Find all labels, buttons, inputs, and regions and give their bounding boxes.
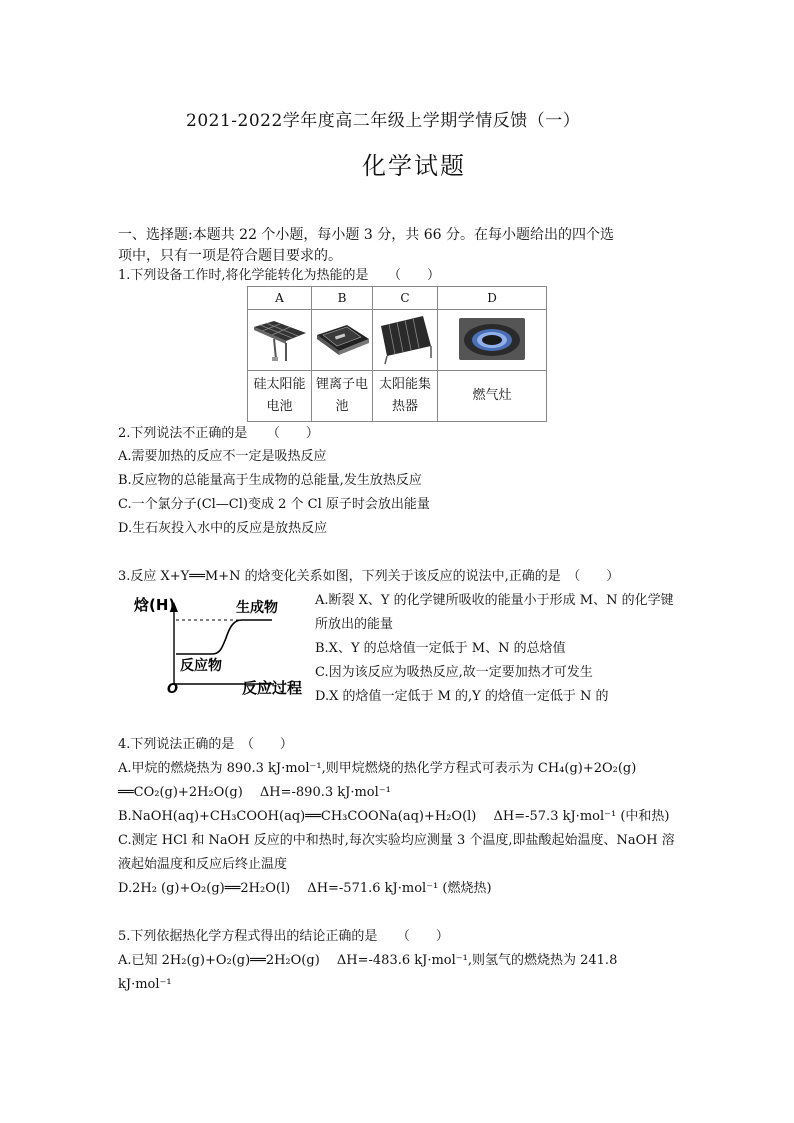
subject-title: 化学试题 <box>362 152 466 180</box>
enthalpy-axis-label: 焓(H) <box>134 596 176 614</box>
q1-header-c: C <box>373 287 438 310</box>
q1-image-c <box>373 310 438 371</box>
q1-options-table <box>247 286 547 422</box>
section-instruction-line2: 项中，只有一项是符合题目要求的。 <box>118 248 342 264</box>
q3-option-a-line2: 所放出的能量 <box>315 617 394 632</box>
gas-stove-icon <box>457 316 527 362</box>
q3-stem: 3.反应 X+Y══M+N 的焓变化关系如图，下列关于该反应的说法中,正确的是 （ ） <box>118 569 620 584</box>
q4-option-c-line2: 液起始温度和反应后终止温度 <box>118 857 288 872</box>
q1-header-d: D <box>438 287 547 310</box>
origin-label: O <box>167 682 179 697</box>
q4-option-b: B.NaOH(aq)+CH₃COOH(aq)══CH₃COONa(aq)+H₂O(l) ΔH=-57.3 kJ·mol⁻¹ (中和热) <box>118 809 670 824</box>
q1-image-a <box>248 310 312 371</box>
q1-image-d <box>438 310 547 371</box>
q3-option-d: D.X 的焓值一定低于 M 的,Y 的焓值一定低于 N 的 <box>315 689 609 704</box>
reactant-label: 反应物 <box>180 658 222 674</box>
q5-stem: 5.下列依据热化学方程式得出的结论正确的是 （ ） <box>118 929 449 944</box>
q1-stem: 1.下列设备工作时,将化学能转化为热能的是 （ ） <box>118 268 441 283</box>
section-instruction-line1: 一、选择题:本题共 22 个小题，每小题 3 分，共 66 分。在每小题给出的四个选 <box>118 227 614 243</box>
q1-header-a: A <box>248 287 312 310</box>
q1-label-d: 燃气灶 <box>438 371 547 422</box>
q3-option-a-line1: A.断裂 X、Y 的化学键所吸收的能量小于形成 M、N 的化学键 <box>315 593 674 608</box>
q5-option-a-line2: kJ·mol⁻¹ <box>118 977 172 992</box>
q4-option-a-line2: ══CO₂(g)+2H₂O(g) ΔH=-890.3 kJ·mol⁻¹ <box>118 785 391 800</box>
q2-option-b: B.反应物的总能量高于生成物的总能量,发生放热反应 <box>118 473 422 488</box>
reaction-progress-label: 反应过程 <box>242 679 303 697</box>
q4-option-d: D.2H₂ (g)+O₂(g)══2H₂O(l) ΔH=-571.6 kJ·mol⁻¹ (燃烧热) <box>118 881 492 896</box>
exam-title: 2021-2022学年度高二年级上学期学情反馈（一） <box>186 111 581 131</box>
product-label: 生成物 <box>236 600 278 616</box>
q4-option-a-line1: A.甲烷的燃烧热为 890.3 kJ·mol⁻¹,则甲烷燃烧的热化学方程式可表示为 CH₄(g)+2O₂(g) <box>118 761 637 776</box>
q1-label-a: 硅太阳能 电池 <box>248 371 312 422</box>
q1-label-b: 锂离子电 池 <box>312 371 373 422</box>
q2-option-a: A.需要加热的反应不一定是吸热反应 <box>118 449 327 464</box>
q2-option-c: C.一个氯分子(Cl—Cl)变成 2 个 Cl 原子时会放出能量 <box>118 497 430 512</box>
q1-label-c: 太阳能集 热器 <box>373 371 438 422</box>
q1-image-b <box>312 310 373 371</box>
lithium-battery-icon <box>313 313 371 365</box>
q2-stem: 2.下列说法不正确的是 （ ） <box>118 426 319 441</box>
q4-option-c-line1: C.测定 HCl 和 NaOH 反应的中和热时,每次实验均应测量 3 个温度,即盐酸起始温度、NaOH 溶 <box>118 833 675 848</box>
q5-option-a-line1: A.已知 2H₂(g)+O₂(g)══2H₂O(g) ΔH=-483.6 kJ·mol⁻¹,则氢气的燃烧热为 241.8 <box>118 953 618 968</box>
q2-option-d: D.生石灰投入水中的反应是放热反应 <box>118 521 328 536</box>
solar-panel-icon <box>250 313 310 365</box>
q3-option-c: C.因为该反应为吸热反应,故一定要加热才可发生 <box>315 665 593 680</box>
solar-collector-icon <box>375 312 435 366</box>
enthalpy-diagram <box>124 590 309 700</box>
q3-option-b: B.X、Y 的总焓值一定低于 M、N 的总焓值 <box>315 641 566 656</box>
enthalpy-curve <box>176 620 272 654</box>
q4-stem: 4.下列说法正确的是 （ ） <box>118 737 293 752</box>
q1-header-b: B <box>312 287 373 310</box>
